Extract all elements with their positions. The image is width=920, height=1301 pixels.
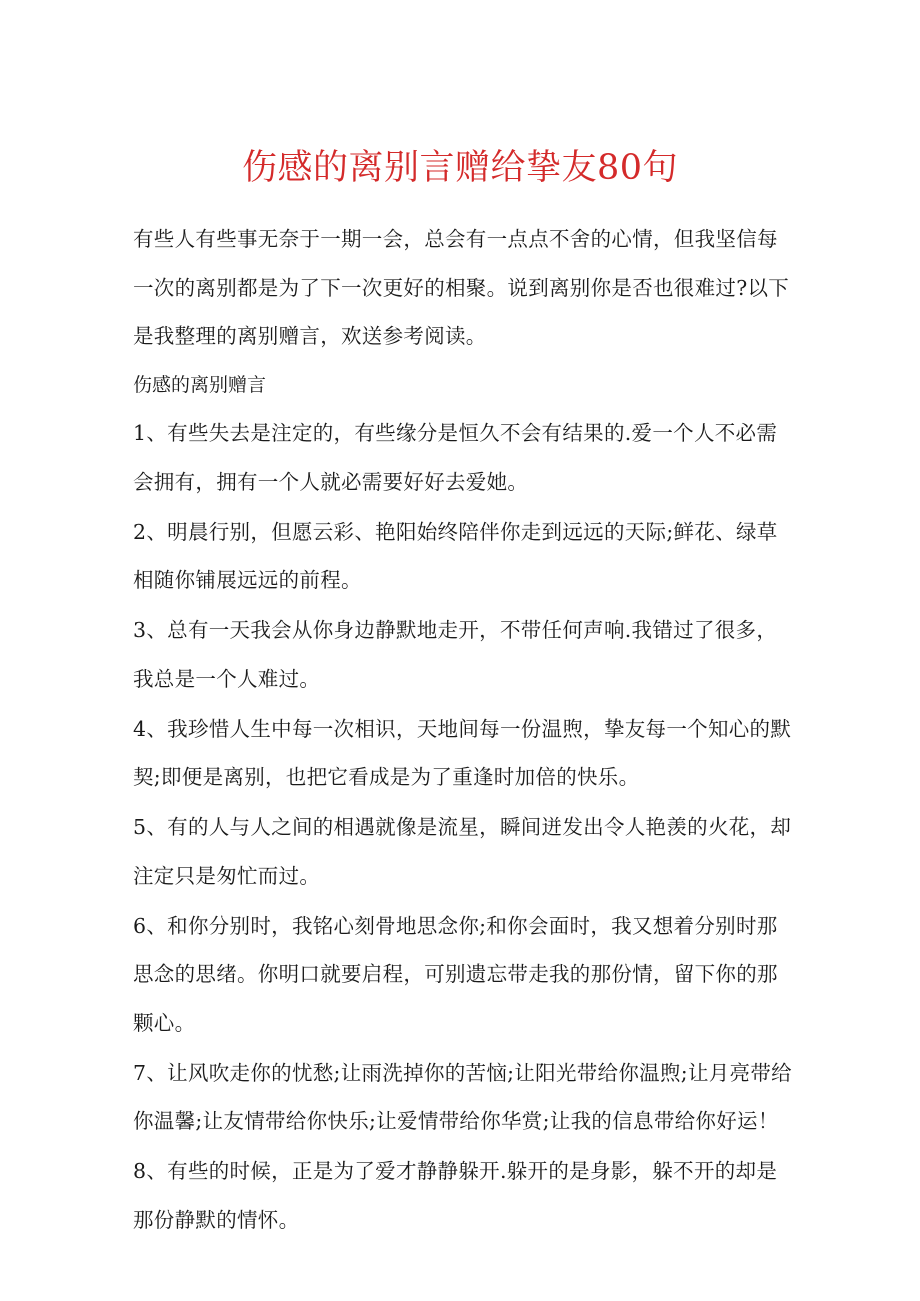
list-item: 3、总有一天我会从你身边静默地走开，不带任何声响.我错过了很多，我总是一个人难过。 [133,618,778,691]
list-item: 5、有的人与人之间的相遇就像是流星，瞬间迸发出令人艳羡的火花，却注定只是匆忙而过。 [133,815,792,888]
intro-paragraph: 有些人有些事无奈于一期一会，总会有一点点不舍的心情，但我坚信每一次的离别都是为了下一次更好的相聚。说到离别你是否也很难过?以下是我整理的离别赠言，欢送参考阅读。 [133,227,790,348]
list-item: 1、有些失去是注定的，有些缘分是恒久不会有结果的.爱一个人不必需会拥有，拥有一个人就必需要好好去爱她。 [133,421,778,494]
list-item: 6、和你分别时，我铭心刻骨地思念你;和你会面时，我又想着分别时那思念的思绪。你明口就要启程，可别遗忘带走我的那份情，留下你的那颗心。 [133,913,778,1035]
document-body [133,215,793,1246]
list-item: 2、明晨行别，但愿云彩、艳阳始终陪伴你走到远远的天际;鲜花、绿草相随你铺展远远的前程。 [133,519,778,592]
section-heading: 伤感的离别赠言 [133,373,267,396]
document-title: 伤感的离别言赠给挚友80句 [241,148,679,188]
list-item: 7、让风吹走你的忧愁;让雨洗掉你的苦恼;让阳光带给你温煦;让月亮带给你温馨;让友情带给你快乐;让爱情带给你华赏;让我的信息带给你好运！ [133,1060,792,1133]
list-item: 8、有些的时候，正是为了爱才静静躲开.躲开的是身影，躲不开的却是那份静默的情怀。 [133,1159,778,1232]
list-item: 4、我珍惜人生中每一次相识，天地间每一份温煦，挚友每一个知心的默契;即便是离别，也把它看成是为了重逢时加倍的快乐。 [133,716,792,789]
